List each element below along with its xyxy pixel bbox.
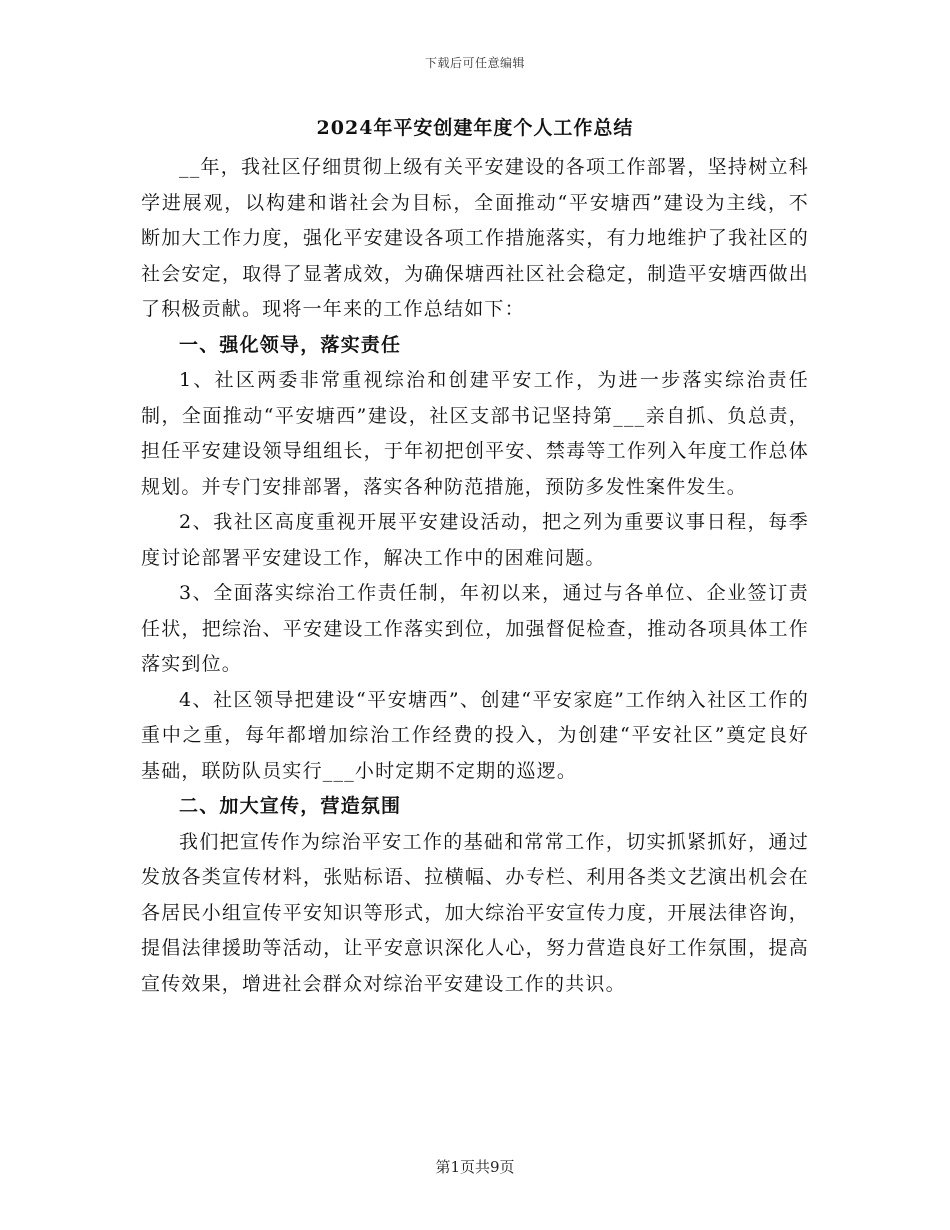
document-title: 2024年平安创建年度个人工作总结 — [316, 117, 634, 139]
section-1-heading: 一、强化领导，落实责任 — [179, 333, 402, 356]
section-2-heading: 二、加大宣传，营造氛围 — [179, 795, 402, 817]
page-number: 第1页共9页 — [435, 1158, 515, 1176]
intro-paragraph: __年，我社区仔细贯彻上级有关平安建设的各项工作部署，坚持树立科学进展观，以构建和谐社会为目标，全面推动“平安塘西”建设为主线，不断加大工作力度，强化平安建设各项工作措施落实，有力地维护了我社区的社会安定，取得了显著成效，为确保塘西社区社会稳定，制造平安塘西做出了积极贡献。现将一年来的工作总结如下： — [141, 156, 809, 320]
section-1-paragraph-4: 4、社区领导把建设“平安塘西”、创建“平安家庭”工作纳入社区工作的重中之重，每年都增加综治工作经费的投入，为创建“平安社区”奠定良好基础，联防队员实行___小时定期不定期的巡逻。 — [141, 688, 809, 782]
section-1-paragraph-3: 3、全面落实综治工作责任制，年初以来，通过与各单位、企业签订责任状，把综治、平安建设工作落实到位，加强督促检查，推动各项具体工作落实到位。 — [141, 582, 809, 675]
document-body — [141, 150, 809, 1002]
section-1-paragraph-2: 2、我社区高度重视开展平安建设活动，把之列为重要议事日程，每季度讨论部署平安建设工作，解决工作中的困难问题。 — [141, 511, 809, 569]
section-1-paragraph-1: 1、社区两委非常重视综治和创建平安工作，为进一步落实综治责任制，全面推动“平安塘西”建设，社区支部书记坚持第___亲自抓、负总责，担任平安建设领导组组长，于年初把创平安、禁毒等工作列入年度工作总体规划。并专门安排部署，落实各种防范措施，预防多发性案件发生。 — [141, 369, 809, 498]
header-note: 下载后可任意编辑 — [424, 56, 525, 70]
section-2-paragraph-1: 我们把宣传作为综治平安工作的基础和常常工作，切实抓紧抓好，通过发放各类宣传材料，张贴标语、拉横幅、办专栏、利用各类文艺演出机会在各居民小组宣传平安知识等形式，加大综治平安宣传力度，开展法律咨询，提倡法律援助等活动，让平安意识深化人心，努力营造良好工作氛围，提高宣传效果，增进社会群众对综治平安建设工作的共识。 — [141, 830, 809, 995]
